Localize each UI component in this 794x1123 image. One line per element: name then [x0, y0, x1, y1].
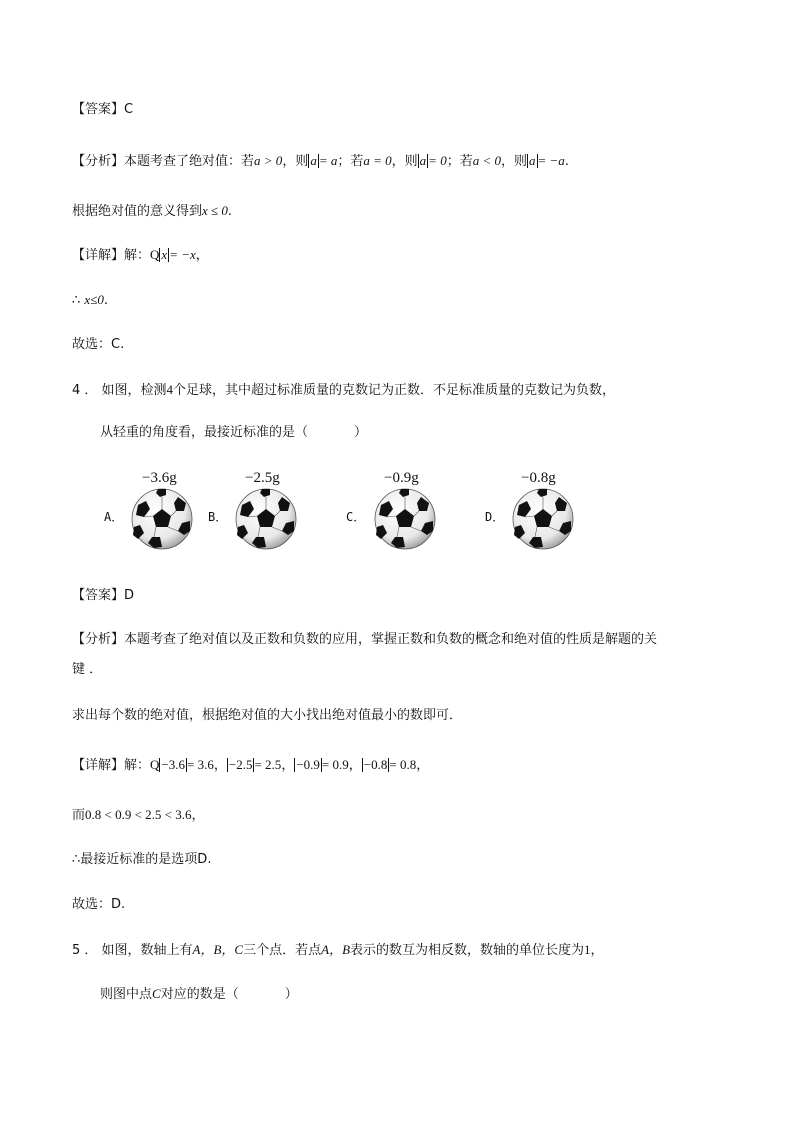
option-a-label: A．	[104, 510, 124, 524]
compare-end: ，	[191, 808, 205, 823]
abs-a: a	[529, 153, 536, 168]
q5-stem-text: 则图中点	[100, 987, 153, 1002]
analysis-text: 本题考查了绝对值：若	[124, 154, 255, 169]
therefore-end: .	[103, 293, 108, 308]
separator: ，	[348, 758, 362, 773]
separator: ，	[213, 758, 227, 773]
option-c-mass: −0.9g	[384, 470, 419, 486]
q4-number: 4	[166, 382, 174, 397]
q3-answer-line	[72, 101, 133, 119]
q5-stem-line1	[72, 941, 604, 960]
result-a: = a	[318, 153, 338, 168]
detail-tag: 【详解】	[72, 248, 125, 263]
q3-choice-line: 故选：C.	[72, 337, 125, 352]
q4-stem-end: ）	[354, 425, 368, 440]
q4-answer-line	[72, 587, 134, 605]
compare-math: 0.8 < 0.9 < 2.5 < 3.6	[85, 807, 192, 822]
detail-result: = −x	[169, 247, 196, 262]
meaning-math: x ≤ 0	[202, 203, 228, 218]
q4-analysis-line1	[72, 631, 657, 649]
analysis-text: ；若	[337, 154, 364, 169]
q5-stem-text: 对应的数是（	[160, 987, 239, 1002]
answer-value: D	[124, 588, 135, 603]
detail-tag: 【详解】	[72, 758, 125, 773]
abs-value: −2.5	[228, 757, 253, 772]
meaning-text: 根据绝对值的意义得到	[72, 204, 203, 219]
q5-stem-end: ）	[284, 987, 298, 1002]
therefore-symbol: ∴	[72, 852, 81, 867]
abs-result: = 3.6	[187, 757, 214, 772]
separator: ，	[416, 758, 430, 773]
therefore-option: D	[197, 852, 208, 867]
q5-points: A，B	[321, 942, 351, 957]
q5-point-c: C	[152, 986, 161, 1001]
q3-therefore-line	[72, 291, 108, 310]
analysis-text: ，则	[501, 154, 528, 169]
compare-prefix: 而	[72, 808, 86, 823]
option-b-mass: −2.5g	[245, 470, 280, 486]
option-c-label: C．	[346, 510, 366, 524]
abs-result: = 2.5	[254, 757, 282, 772]
abs-value: −0.8	[363, 757, 388, 772]
therefore-text: 最接近标准的是选项	[80, 852, 198, 867]
q4-find-line: 求出每个数的绝对值，根据绝对值的大小找出绝对值最小的数即可．	[72, 708, 463, 723]
result-zero: = 0	[428, 153, 447, 168]
q5-stem-text: 三个点．若点	[243, 943, 322, 958]
analysis-text: ，则	[391, 154, 418, 169]
q4-compare-line	[72, 806, 205, 825]
analysis-text: ，则	[282, 154, 309, 169]
q3-detail-line	[72, 246, 209, 265]
q4-stem-line1	[72, 381, 615, 400]
condition-negative: a < 0	[472, 153, 501, 168]
abs-x: x	[161, 247, 168, 262]
q5-stem-text: 5 ． 如图，数轴上有	[72, 943, 193, 958]
q5-points: A，B，C	[192, 942, 244, 957]
q3-meaning-line	[72, 202, 232, 221]
q4-detail-line	[72, 756, 429, 775]
abs-a: a	[419, 153, 427, 168]
detail-text: 解：	[124, 248, 151, 263]
abs-value: −3.6	[161, 757, 186, 772]
abs-value: −0.9	[296, 757, 320, 772]
analysis-tag: 【分析】	[72, 154, 125, 169]
meaning-end: .	[227, 204, 233, 219]
q5-stem-text: 表示的数互为相反数，数轴的单位长度为	[350, 943, 585, 958]
q4-choice-line: 故选：D.	[72, 897, 126, 912]
q5-stem-line2	[100, 985, 298, 1004]
answer-tag: 【答案】	[72, 102, 125, 117]
option-b-label: B．	[208, 510, 228, 524]
because-symbol: Q	[150, 757, 160, 772]
q4-stem-line2	[100, 424, 367, 442]
option-d-mass: −0.8g	[521, 470, 556, 486]
condition-zero: a = 0	[363, 153, 392, 168]
abs-result: = 0.9	[321, 757, 349, 772]
q5-unit: 1	[584, 942, 591, 957]
analysis-tag: 【分析】	[72, 632, 125, 647]
option-d-label: D．	[485, 510, 505, 524]
answer-value: C	[124, 102, 134, 117]
q4-stem-text: 从轻重的角度看，最接近标准的是（	[100, 425, 309, 440]
soccer-ball-icon	[130, 487, 194, 551]
result-neg: = −a	[537, 153, 565, 168]
q4-stem-text: 4 ． 如图，检测	[72, 383, 167, 398]
soccer-ball-icon	[373, 487, 437, 551]
abs-a: a	[310, 153, 317, 168]
therefore-symbol: ∴	[72, 293, 81, 308]
q3-analysis-line	[72, 152, 569, 171]
detail-end: ，	[195, 248, 209, 263]
analysis-end: .	[564, 154, 569, 169]
analysis-text: 本题考查了绝对值以及正数和负数的应用，掌握正数和负数的概念和绝对值的性质是解题的关	[124, 632, 658, 647]
therefore-end: .	[207, 852, 212, 867]
therefore-math: x≤0	[84, 292, 104, 307]
condition-positive: a > 0	[254, 153, 283, 168]
separator: ，	[281, 758, 295, 773]
q4-analysis-line2: 键 ．	[72, 662, 103, 677]
soccer-ball-icon	[511, 487, 575, 551]
analysis-text: ；若	[446, 154, 473, 169]
q4-stem-text: 个足球，其中超过标准质量的克数记为正数．不足标准质量的克数记为负数，	[173, 383, 616, 398]
soccer-ball-icon	[234, 487, 298, 551]
option-a-mass: −3.6g	[142, 470, 177, 486]
q5-stem-text: ，	[590, 943, 604, 958]
answer-tag: 【答案】	[72, 588, 125, 603]
q4-therefore-line	[72, 851, 211, 869]
abs-result: = 0.8	[389, 757, 417, 772]
because-symbol: Q	[150, 247, 160, 262]
detail-text: 解：	[124, 758, 151, 773]
